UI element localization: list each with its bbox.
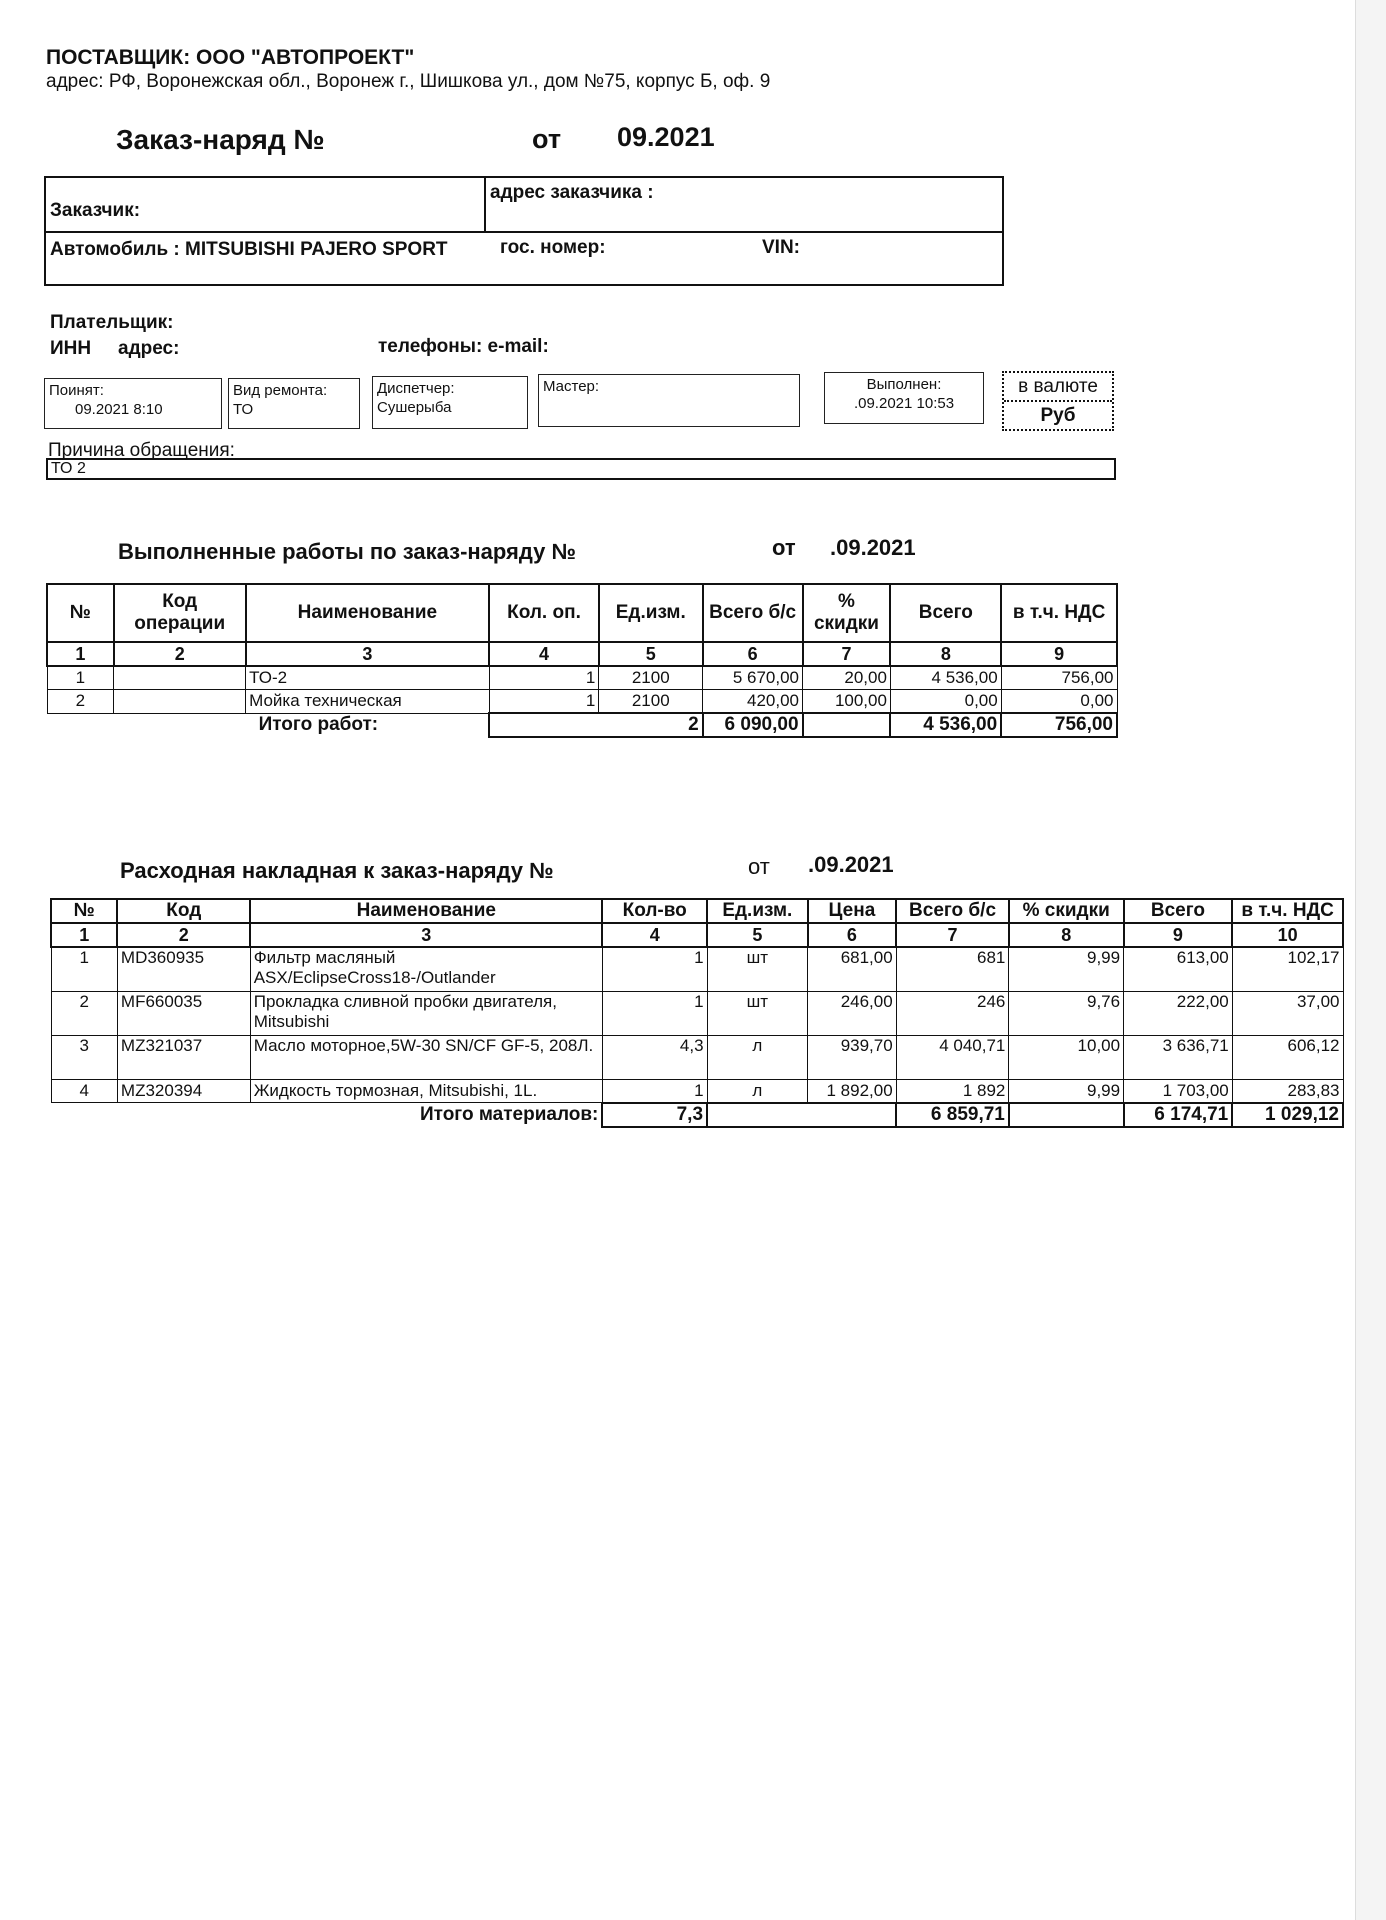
supplier-title: ПОСТАВЩИК: ООО "АВТОПРОЕКТ" (46, 46, 415, 69)
materials-header-cell: № (51, 899, 117, 923)
works-cell: 756,00 (1001, 666, 1117, 690)
works-total-qty: 2 (489, 713, 703, 737)
materials-cell: 2 (51, 991, 117, 1035)
materials-total-empty (707, 1103, 896, 1127)
materials-total-sum: 6 174,71 (1124, 1103, 1233, 1127)
table-row (51, 1035, 1343, 1079)
materials-cell: 4 (51, 1079, 117, 1103)
materials-cell: 9,99 (1009, 947, 1124, 991)
materials-cell: 3 636,71 (1124, 1035, 1233, 1079)
master-box (538, 374, 800, 427)
accepted-value: 09.2021 8:10 (75, 401, 163, 418)
works-header-cell: % скидки (803, 584, 891, 642)
dispatcher-label: Диспетчер: (377, 380, 455, 397)
table-row (47, 666, 1117, 690)
works-colnum-cell: 5 (599, 642, 703, 666)
materials-title: Расходная накладная к заказ-наряду № (120, 858, 554, 883)
materials-colnum-cell: 9 (1124, 923, 1233, 947)
materials-colnum-row (51, 923, 1343, 947)
materials-cell: 4 040,71 (896, 1035, 1009, 1079)
materials-total-row (51, 1103, 1343, 1127)
materials-colnum-cell: 2 (117, 923, 250, 947)
works-title: Выполненные работы по заказ-наряду № (118, 539, 577, 564)
materials-cell: Фильтр масляный ASX/EclipseCross18-/Outlander (250, 947, 602, 991)
materials-header-cell: Ед.изм. (707, 899, 808, 923)
dispatcher-value: Сушерыба (377, 399, 452, 416)
materials-header-cell: Код (117, 899, 250, 923)
payer-label: Плательщик: (50, 312, 174, 333)
materials-cell: 283,83 (1232, 1079, 1343, 1103)
works-colnum-cell: 6 (703, 642, 803, 666)
works-cell: ТО-2 (246, 666, 490, 690)
materials-header-cell: Всего б/с (896, 899, 1009, 923)
order-date: 09.2021 (617, 122, 715, 152)
materials-cell: MD360935 (117, 947, 250, 991)
reason-label: Причина обращения: (48, 440, 235, 461)
master-label: Мастер: (543, 378, 600, 395)
materials-cell: Прокладка сливной пробки двигателя, Mitsubishi (250, 991, 602, 1035)
table-row (51, 991, 1343, 1035)
table-row (47, 690, 1117, 714)
materials-cell: 1 892 (896, 1079, 1009, 1103)
materials-cell: 4,3 (602, 1035, 707, 1079)
done-value: .09.2021 10:53 (853, 395, 955, 412)
works-header-cell: Ед.изм. (599, 584, 703, 642)
car-label: Автомобиль : MITSUBISHI PAJERO SPORT (50, 239, 448, 260)
materials-cell: 246,00 (808, 991, 897, 1035)
works-cell: 2100 (599, 666, 703, 690)
reason-box (46, 458, 1116, 480)
materials-cell: MZ320394 (117, 1079, 250, 1103)
works-colnum-cell: 2 (114, 642, 246, 666)
repair-type-box (228, 378, 360, 429)
materials-colnum-cell: 4 (602, 923, 707, 947)
materials-cell: 1 892,00 (808, 1079, 897, 1103)
table-row (51, 1079, 1343, 1103)
materials-header-cell: Всего (1124, 899, 1233, 923)
works-header-cell: № (47, 584, 114, 642)
customer-address-label: адрес заказчика : (490, 182, 654, 203)
works-cell: 420,00 (703, 690, 803, 714)
scan-edge (1355, 0, 1386, 1920)
materials-cell: 9,76 (1009, 991, 1124, 1035)
works-colnum-cell: 4 (489, 642, 599, 666)
works-colnum-row (47, 642, 1117, 666)
materials-cell: 222,00 (1124, 991, 1233, 1035)
materials-cell: MF660035 (117, 991, 250, 1035)
materials-header-cell: Кол-во (602, 899, 707, 923)
materials-cell: 1 (602, 991, 707, 1035)
works-cell: 0,00 (890, 690, 1001, 714)
done-label: Выполнен: (866, 376, 942, 393)
materials-cell: 3 (51, 1035, 117, 1079)
works-colnum-cell: 9 (1001, 642, 1117, 666)
materials-colnum-cell: 3 (250, 923, 602, 947)
materials-cell: 1 (602, 947, 707, 991)
materials-colnum-cell: 8 (1009, 923, 1124, 947)
works-cell: 2 (47, 690, 114, 714)
table-row (51, 947, 1343, 991)
materials-colnum-cell: 10 (1232, 923, 1343, 947)
works-cell: Мойка техническая (246, 690, 490, 714)
materials-cell: 606,12 (1232, 1035, 1343, 1079)
works-cell (114, 690, 246, 714)
materials-cell: л (707, 1079, 808, 1103)
works-colnum-cell: 1 (47, 642, 114, 666)
plate-label: гос. номер: (500, 237, 606, 258)
materials-cell: MZ321037 (117, 1035, 250, 1079)
materials-total-vat: 1 029,12 (1232, 1103, 1343, 1127)
materials-cell: 1 703,00 (1124, 1079, 1233, 1103)
materials-colnum-cell: 6 (808, 923, 897, 947)
works-cell: 5 670,00 (703, 666, 803, 690)
works-header-cell: Код операции (114, 584, 246, 642)
works-header-cell: Наименование (246, 584, 490, 642)
works-total-gross: 6 090,00 (703, 713, 803, 737)
works-colnum-cell: 3 (246, 642, 490, 666)
phones-label: телефоны: e-mail: (378, 336, 549, 357)
payer-address-label: адрес: (118, 338, 180, 359)
materials-cell: 102,17 (1232, 947, 1343, 991)
works-cell: 2100 (599, 690, 703, 714)
materials-cell: 681 (896, 947, 1009, 991)
materials-colnum-cell: 1 (51, 923, 117, 947)
materials-cell: Масло моторное,5W-30 SN/CF GF-5, 208Л. (250, 1035, 602, 1079)
works-cell: 0,00 (1001, 690, 1117, 714)
works-cell: 100,00 (803, 690, 891, 714)
materials-cell: Жидкость тормозная, Mitsubishi, 1L. (250, 1079, 602, 1103)
customer-box (44, 176, 1004, 286)
works-cell: 1 (489, 666, 599, 690)
works-date: .09.2021 (830, 535, 916, 560)
materials-header-cell: % скидки (1009, 899, 1124, 923)
done-box (824, 372, 984, 424)
materials-total-qty: 7,3 (602, 1103, 707, 1127)
works-header-cell: Всего б/с (703, 584, 803, 642)
currency-label: в валюте (1004, 373, 1112, 402)
materials-colnum-cell: 5 (707, 923, 808, 947)
materials-cell: 613,00 (1124, 947, 1233, 991)
works-cell: 4 536,00 (890, 666, 1001, 690)
materials-cell: л (707, 1035, 808, 1079)
materials-total-empty (1009, 1103, 1124, 1127)
works-cell: 20,00 (803, 666, 891, 690)
works-table (46, 583, 1118, 738)
works-total-vat: 756,00 (1001, 713, 1117, 737)
supplier-address: адрес: РФ, Воронежская обл., Воронеж г., Шишкова ул., дом №75, корпус Б, оф. 9 (46, 71, 771, 92)
works-total-empty (803, 713, 891, 737)
repair-type-label: Вид ремонта: (233, 382, 328, 399)
materials-cell: 10,00 (1009, 1035, 1124, 1079)
materials-header-cell: в т.ч. НДС (1232, 899, 1343, 923)
accepted-label: Поинят: (49, 382, 104, 399)
materials-cell: шт (707, 991, 808, 1035)
works-total-row (47, 713, 1117, 737)
materials-total-gross: 6 859,71 (896, 1103, 1009, 1127)
materials-cell: 1 (51, 947, 117, 991)
materials-cell: 681,00 (808, 947, 897, 991)
materials-header-row (51, 899, 1343, 923)
materials-cell: шт (707, 947, 808, 991)
materials-header-cell: Наименование (250, 899, 602, 923)
inn-label: ИНН (50, 338, 92, 359)
works-header-row (47, 584, 1117, 642)
works-total-sum: 4 536,00 (890, 713, 1001, 737)
works-total-label: Итого работ: (258, 714, 379, 736)
materials-header-cell: Цена (808, 899, 897, 923)
materials-cell: 939,70 (808, 1035, 897, 1079)
works-colnum-cell: 7 (803, 642, 891, 666)
works-header-cell: Кол. оп. (489, 584, 599, 642)
order-title: Заказ-наряд № (116, 124, 325, 155)
dispatcher-box (372, 376, 528, 429)
materials-date: .09.2021 (808, 852, 894, 877)
works-from: от (772, 535, 796, 560)
works-cell: 1 (47, 666, 114, 690)
materials-table (50, 898, 1344, 1128)
materials-total-label: Итого материалов: (419, 1103, 599, 1125)
materials-from: от (748, 854, 770, 879)
materials-cell: 246 (896, 991, 1009, 1035)
materials-cell: 1 (602, 1079, 707, 1103)
works-header-cell: Всего (890, 584, 1001, 642)
works-colnum-cell: 8 (890, 642, 1001, 666)
order-from: от (532, 124, 562, 154)
works-cell: 1 (489, 690, 599, 714)
works-header-cell: в т.ч. НДС (1001, 584, 1117, 642)
materials-cell: 37,00 (1232, 991, 1343, 1035)
materials-colnum-cell: 7 (896, 923, 1009, 947)
repair-type-value: ТО (233, 401, 254, 418)
currency-box (1002, 371, 1114, 431)
materials-cell: 9,99 (1009, 1079, 1124, 1103)
currency-value: Руб (1040, 405, 1076, 426)
vin-label: VIN: (762, 237, 800, 258)
accepted-box (44, 378, 222, 429)
customer-label: Заказчик: (50, 200, 141, 221)
reason-value: ТО 2 (51, 460, 86, 477)
works-cell (114, 666, 246, 690)
